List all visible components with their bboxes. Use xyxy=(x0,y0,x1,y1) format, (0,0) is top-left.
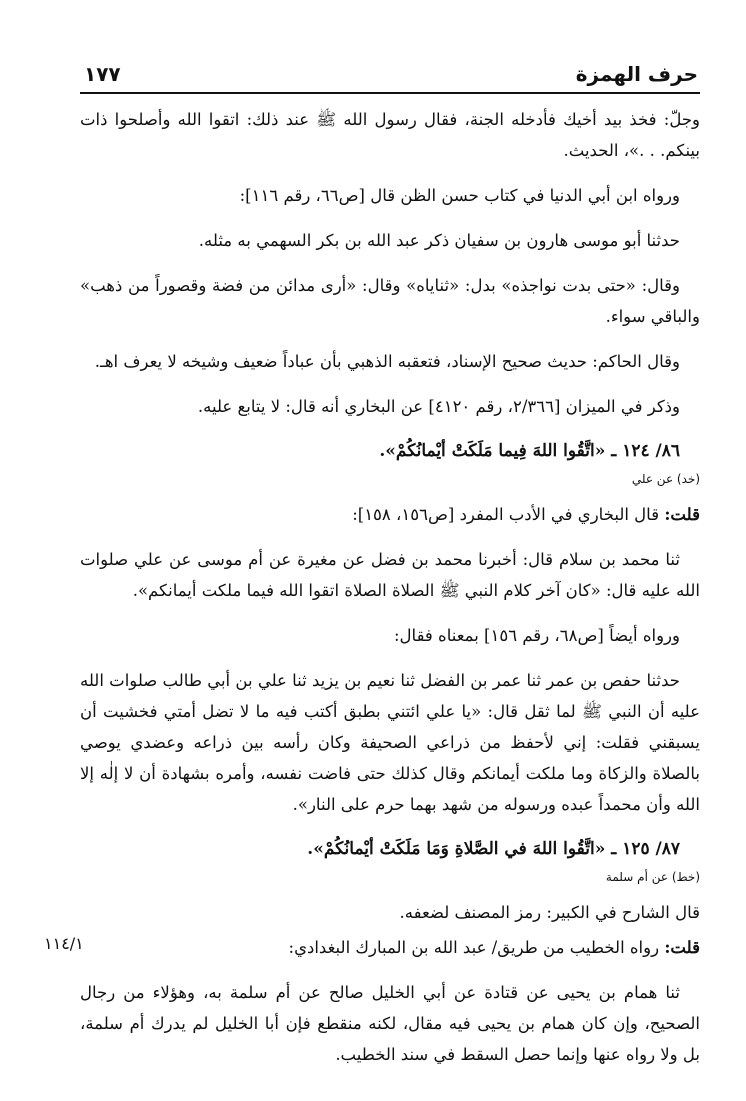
qulthu-label: قلت: xyxy=(664,505,700,524)
hadith-heading: ٨٧/ ١٢٥ ـ «اتَّقُوا اللهَ في الصَّلاةِ وَمَا مَلَكَتْ أيْمانُكُمْ». xyxy=(307,839,680,859)
qulthu-label: قلت: xyxy=(664,938,700,957)
paragraph: حدثنا حفص بن عمر ثنا عمر بن الفضل ثنا نعيم بن يزيد ثنا علي بن أبي طالب صلوات الله عليه أن النبي ﷺ لما ثقل قال: «يا علي ائتني بطبق أكتب فيه ما لا تضل أمتي فخشيت أن يسبقني فقلت: إني لأحفظ من ذراعي الصحيفة وكان رأسه بين ذراعه وعضدي يوصي بالصلاة والزكاة وما ملكت أيمانكم وقال كذلك حتى فاضت نفسه، وأمره بشهادة أن لا إلٰه إلا الله وأن محمداً عبده ورسوله من شهد بهما حرم على النار». xyxy=(80,671,700,814)
paragraph: وذكر في الميزان [٢/٣٦٦، رقم ٤١٢٠] عن البخاري أنه قال: لا يتابع عليه. xyxy=(197,397,680,416)
page-header xyxy=(80,58,700,94)
hadith-source: (خط) عن أم سلمة xyxy=(605,870,700,884)
page-body xyxy=(80,104,700,1084)
paragraph xyxy=(80,932,700,963)
paragraph: ورواه ابن أبي الدنيا في كتاب حسن الظن قال [ص٦٦، رقم ١١٦]: xyxy=(239,186,680,205)
manuscript-ref: ١١٤/١ xyxy=(44,934,84,953)
paragraph: وجلّ: فخذ بيد أخيك فأدخله الجنة، فقال رسول الله ﷺ عند ذلك: اتقوا الله وأصلحوا ذات بينكم. . .»، الحديث. xyxy=(80,110,700,160)
paragraph: ورواه أيضاً [ص٦٨، رقم ١٥٦] بمعناه فقال: xyxy=(394,626,680,645)
chapter-title: حرف الهمزة xyxy=(575,62,698,86)
paragraph: حدثنا أبو موسى هارون بن سفيان ذكر عبد الله بن بكر السهمي به مثله. xyxy=(198,231,680,250)
hadith-heading: ٨٦/ ١٢٤ ـ «اتَّقُوا اللهَ فِيما مَلَكَتْ أيْمانُكُمْ». xyxy=(379,441,680,461)
hadith-source: (خد) عن علي xyxy=(631,472,700,486)
paragraph: قال الشارح في الكبير: رمز المصنف لضعفه. xyxy=(399,903,700,922)
paragraph: ثنا محمد بن سلام قال: أخبرنا محمد بن فضل عن مغيرة عن أم موسى عن علي صلوات الله عليه قال: «كان آخر كلام النبي ﷺ الصلاة الصلاة اتقوا الله فيما ملكت أيمانكم». xyxy=(80,550,700,600)
paragraph: وقال الحاكم: حديث صحيح الإسناد، فتعقبه الذهبي بأن عباداً ضعيف وشيخه لا يعرف اهـ. xyxy=(94,352,680,371)
paragraph-text: رواه الخطيب من طريق/ عبد الله بن المبارك البغدادي: xyxy=(288,938,660,957)
paragraph-text: قال البخاري في الأدب المفرد [ص١٥٦، ١٥٨]: xyxy=(352,505,660,524)
paragraph xyxy=(80,499,700,530)
paragraph: ثنا همام بن يحيى عن قتادة عن أبي الخليل صالح عن أم سلمة به، وهؤلاء من رجال الصحيح، وإن كان همام بن يحيى فيه مقال، لكنه منقطع فإن أبا الخليل لم يدرك أم سلمة، بل ولا رواه عنها وإنما حصل السقط في سند الخطيب. xyxy=(80,983,700,1064)
page-number: ١٧٧ xyxy=(84,62,121,86)
paragraph: وقال: «حتى بدت نواجذه» بدل: «ثناياه» وقال: «أرى مدائن من فضة وقصوراً من ذهب» والباقي سواء. xyxy=(80,276,700,326)
